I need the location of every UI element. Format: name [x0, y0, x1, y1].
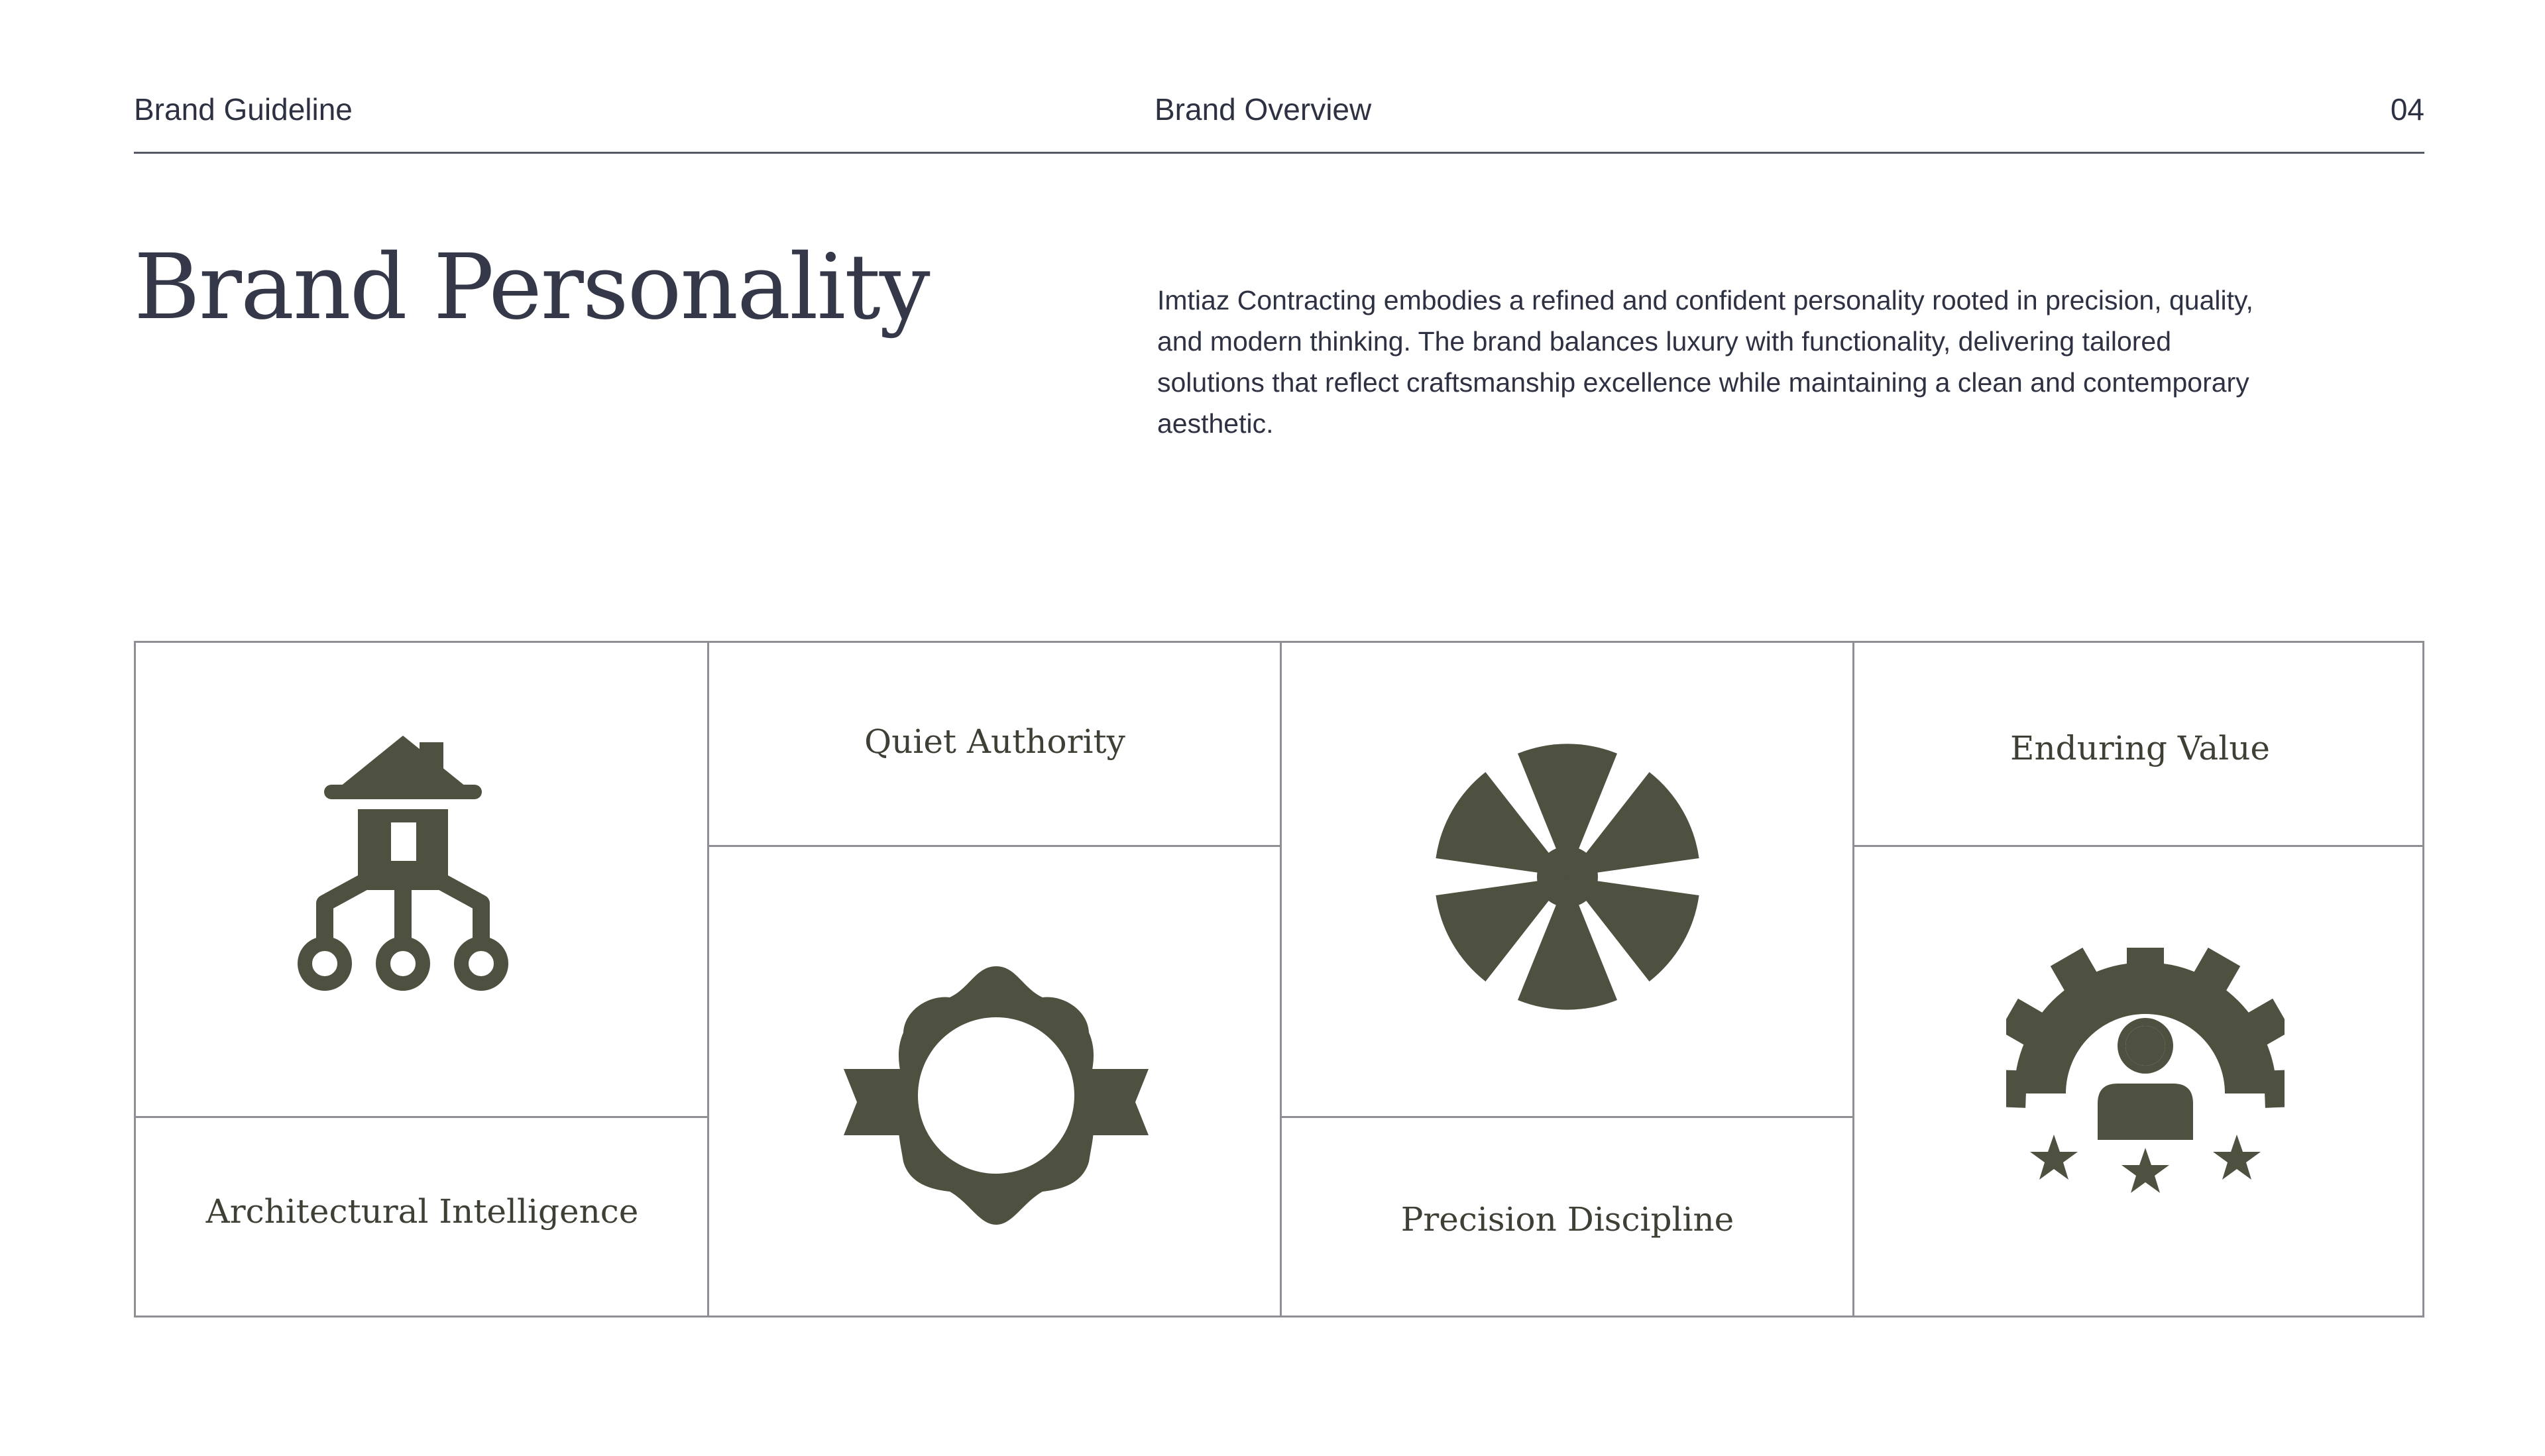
grid-divider — [1281, 1116, 1854, 1118]
header-section-title: Brand Overview — [1155, 92, 1372, 127]
grid-divider — [708, 845, 1281, 847]
brand-description: Imtiaz Contracting embodies a refined and confident personality rooted in precision, quality, and modern thinking. The brand balances luxury with functionality, delivering tailored solutions that reflect craftsmanship excellence while maintaining a clean and contemporary aesthetic. — [1157, 285, 2253, 439]
badge-ribbon-icon — [844, 956, 1149, 1241]
header-brand-guideline: Brand Guideline — [134, 92, 353, 127]
page-number: 04 — [2390, 92, 2424, 127]
page-title: Brand Personality — [134, 235, 929, 340]
house-network-icon — [297, 729, 562, 1021]
trait-label-precision-discipline: Precision Discipline — [1400, 1200, 1734, 1239]
asterisk-flower-icon — [1432, 741, 1703, 1013]
gear-person-stars-icon — [2006, 948, 2285, 1213]
trait-label-enduring-value: Enduring Value — [2009, 729, 2271, 767]
grid-divider — [1854, 845, 2424, 847]
header-divider — [134, 152, 2424, 154]
grid-divider — [136, 1116, 708, 1118]
trait-label-quiet-authority: Quiet Authority — [864, 722, 1125, 761]
personality-grid — [134, 641, 2424, 1317]
trait-label-architectural-intelligence: Architectural Intelligence — [205, 1192, 639, 1231]
